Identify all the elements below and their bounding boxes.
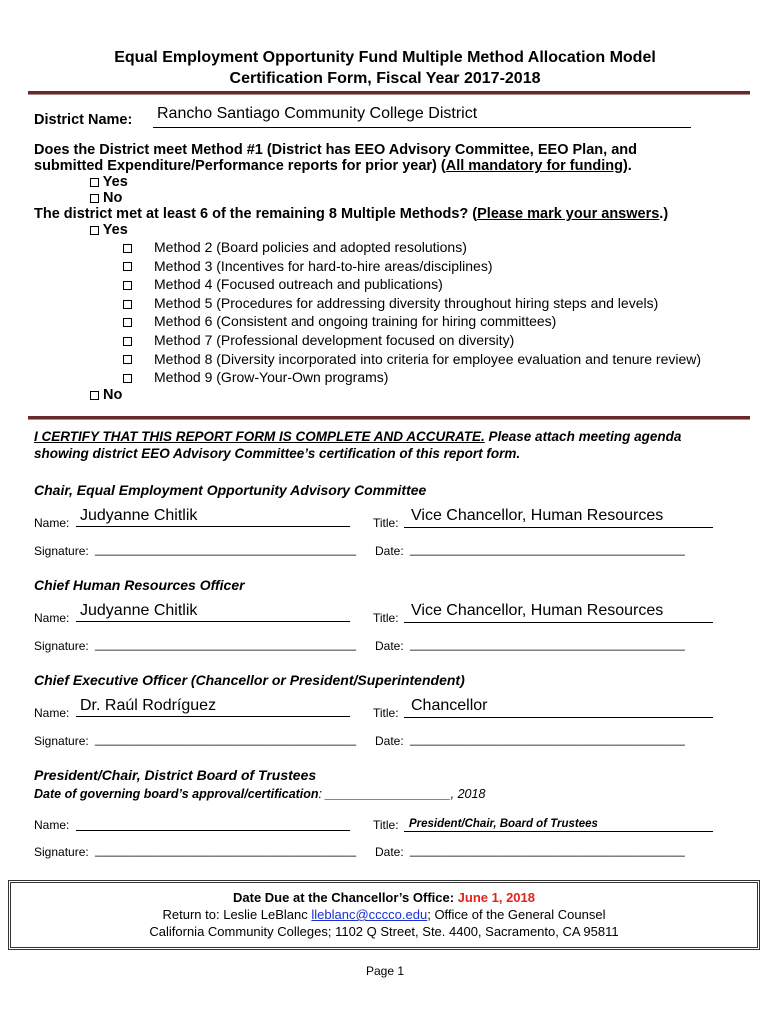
form-title-line2: Certification Form, Fiscal Year 2017-2018 bbox=[229, 70, 541, 87]
remaining-yes-checkbox[interactable] bbox=[90, 226, 99, 235]
method1-question-line2: submitted Expenditure/Performance reports for prior year) (All mandatory for funding). bbox=[34, 158, 632, 174]
name-label: Name: bbox=[34, 611, 70, 625]
title-label: Title: bbox=[373, 611, 399, 625]
due-date: June 1, 2018 bbox=[457, 890, 535, 905]
eeo-chair-name-field[interactable]: Judyanne Chitlik bbox=[80, 507, 198, 524]
date-label: Date: bbox=[375, 734, 404, 748]
method-item-9[interactable]: Method 9 (Grow-Your-Own programs) bbox=[123, 368, 701, 387]
board-title-field[interactable]: President/Chair, Board of Trustees bbox=[409, 818, 598, 830]
board-date-field[interactable]: ________________________________________ bbox=[410, 843, 685, 857]
method-item-5[interactable]: Method 5 (Procedures for addressing diversity throughout hiring steps and levels) bbox=[123, 294, 701, 313]
eeo-chair-signature-field[interactable]: ______________________________________ bbox=[95, 542, 357, 556]
eeo-chair-title-field[interactable]: Vice Chancellor, Human Resources bbox=[411, 507, 664, 524]
section-heading-eeo-chair: Chair, Equal Employment Opportunity Advisory Committee bbox=[34, 482, 427, 498]
board-name-field[interactable] bbox=[76, 830, 350, 831]
hr-officer-name-field[interactable]: Judyanne Chitlik bbox=[80, 602, 198, 619]
board-approval-line: Date of governing board’s approval/certification: __________________, 2018 bbox=[34, 787, 486, 801]
remaining-no-checkbox[interactable] bbox=[90, 391, 99, 400]
method-4-checkbox[interactable] bbox=[123, 281, 132, 290]
title-underline bbox=[404, 622, 713, 623]
title-label: Title: bbox=[373, 706, 399, 720]
email-link[interactable]: lleblanc@cccco.edu bbox=[311, 907, 428, 922]
signature-label: Signature: bbox=[34, 734, 89, 748]
date-label: Date: bbox=[375, 639, 404, 653]
certify-divider bbox=[28, 416, 750, 420]
method-item-8[interactable]: Method 8 (Diversity incorporated into criteria for employee evaluation and tenure review) bbox=[123, 350, 701, 369]
ceo-name-field[interactable]: Dr. Raúl Rodríguez bbox=[80, 697, 217, 714]
method1-question-line1: Does the District meet Method #1 (District has EEO Advisory Committee, EEO Plan, and bbox=[34, 142, 637, 158]
district-label: District Name: bbox=[34, 112, 133, 128]
method-6-checkbox[interactable] bbox=[123, 318, 132, 327]
eeo-chair-date-field[interactable]: ________________________________________ bbox=[410, 542, 685, 556]
method1-no-option[interactable]: No bbox=[90, 190, 122, 207]
certify-statement-line1: I CERTIFY THAT THIS REPORT FORM IS COMPLETE AND ACCURATE. Please attach meeting agenda bbox=[34, 429, 682, 444]
board-signature-field[interactable]: ______________________________________ bbox=[95, 843, 357, 857]
ceo-title-field[interactable]: Chancellor bbox=[411, 697, 488, 714]
title-underline bbox=[404, 527, 713, 528]
name-underline bbox=[76, 526, 350, 527]
method-9-checkbox[interactable] bbox=[123, 374, 132, 383]
remaining-methods-question: The district met at least 6 of the remaining 8 Multiple Methods? (Please mark your answers.) bbox=[34, 206, 669, 222]
method-item-7[interactable]: Method 7 (Professional development focused on diversity) bbox=[123, 331, 701, 350]
page-number: Page 1 bbox=[365, 964, 405, 978]
return-line: Return to: Leslie LeBlanc lleblanc@cccco.edu; Office of the General Counsel bbox=[162, 907, 606, 922]
hr-officer-date-field[interactable]: ________________________________________ bbox=[410, 637, 685, 651]
certify-statement-line2: showing district EEO Advisory Committee’s certification of this report form. bbox=[34, 446, 521, 461]
form-title-line1: Equal Employment Opportunity Fund Multiple Method Allocation Model bbox=[114, 49, 656, 66]
header-divider bbox=[28, 91, 750, 95]
method-7-checkbox[interactable] bbox=[123, 337, 132, 346]
name-underline bbox=[76, 621, 350, 622]
title-underline bbox=[404, 717, 713, 718]
title-label: Title: bbox=[373, 516, 399, 530]
method1-no-checkbox[interactable] bbox=[90, 194, 99, 203]
board-approval-date-field[interactable]: __________________ bbox=[325, 787, 451, 801]
title-label: Title: bbox=[373, 818, 399, 832]
method-item-3[interactable]: Method 3 (Incentives for hard-to-hire areas/disciplines) bbox=[123, 257, 701, 276]
section-heading-hr-officer: Chief Human Resources Officer bbox=[34, 577, 245, 593]
date-label: Date: bbox=[375, 845, 404, 859]
method1-yes-option[interactable]: Yes bbox=[90, 174, 128, 191]
section-heading-board: President/Chair, District Board of Trustees bbox=[34, 767, 317, 783]
ceo-signature-field[interactable]: ______________________________________ bbox=[95, 732, 357, 746]
method-8-checkbox[interactable] bbox=[123, 355, 132, 364]
ceo-date-field[interactable]: ________________________________________ bbox=[410, 732, 685, 746]
title-underline bbox=[404, 831, 713, 832]
remaining-no-option[interactable]: No bbox=[90, 387, 122, 404]
method-2-checkbox[interactable] bbox=[123, 244, 132, 253]
signature-label: Signature: bbox=[34, 544, 89, 558]
date-label: Date: bbox=[375, 544, 404, 558]
remaining-yes-option[interactable]: Yes bbox=[90, 222, 128, 239]
district-underline bbox=[153, 127, 691, 128]
district-name-field[interactable]: Rancho Santiago Community College District bbox=[157, 105, 478, 122]
signature-label: Signature: bbox=[34, 845, 89, 859]
method-item-2[interactable]: Method 2 (Board policies and adopted resolutions) bbox=[123, 238, 701, 257]
due-date-line: Date Due at the Chancellor’s Office: June 1, 2018 bbox=[233, 890, 535, 905]
method-list bbox=[123, 238, 701, 387]
method-3-checkbox[interactable] bbox=[123, 262, 132, 271]
method-5-checkbox[interactable] bbox=[123, 300, 132, 309]
signature-label: Signature: bbox=[34, 639, 89, 653]
hr-officer-title-field[interactable]: Vice Chancellor, Human Resources bbox=[411, 602, 664, 619]
method-item-4[interactable]: Method 4 (Focused outreach and publications) bbox=[123, 275, 701, 294]
name-label: Name: bbox=[34, 818, 70, 832]
name-label: Name: bbox=[34, 516, 70, 530]
address-line: California Community Colleges; 1102 Q Street, Ste. 4400, Sacramento, CA 95811 bbox=[149, 924, 619, 939]
method1-yes-checkbox[interactable] bbox=[90, 178, 99, 187]
method-item-6[interactable]: Method 6 (Consistent and ongoing training for hiring committees) bbox=[123, 312, 701, 331]
hr-officer-signature-field[interactable]: ______________________________________ bbox=[95, 637, 357, 651]
section-heading-ceo: Chief Executive Officer (Chancellor or President/Superintendent) bbox=[34, 672, 465, 688]
name-label: Name: bbox=[34, 706, 70, 720]
name-underline bbox=[76, 716, 350, 717]
